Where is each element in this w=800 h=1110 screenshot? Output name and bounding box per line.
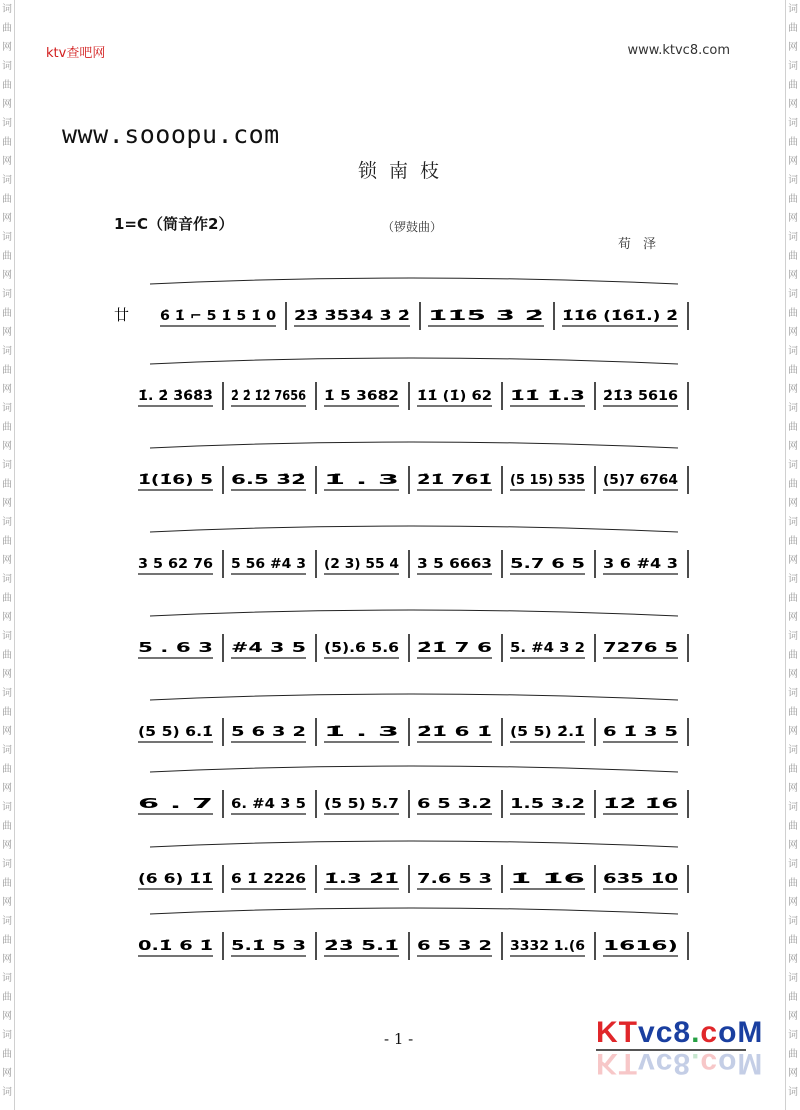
side-glyph: 网 [788, 669, 798, 680]
side-glyph: 词 [788, 403, 798, 414]
measure-text: 1̇(1̇6) 5 [138, 473, 213, 488]
measure-text: 6 . 7 [138, 797, 213, 812]
slur-line [150, 908, 678, 914]
logo-letter: c [655, 1016, 674, 1049]
side-glyph: 词 [2, 4, 12, 15]
side-glyph: 曲 [2, 194, 12, 205]
side-glyph: 词 [2, 1030, 12, 1041]
slur-line [150, 526, 678, 532]
side-glyph: 曲 [2, 650, 12, 661]
slur-line [150, 766, 678, 772]
side-glyph: 网 [788, 954, 798, 965]
measure-text: #4 3 5 [231, 641, 306, 656]
side-glyph: 曲 [788, 992, 798, 1003]
measure-text: 5 6 3 2 [231, 725, 306, 740]
side-glyph: 曲 [788, 707, 798, 718]
side-glyph: 网 [788, 327, 798, 338]
side-glyph: 词 [788, 1030, 798, 1041]
side-glyph: 词 [2, 175, 12, 186]
slur-line [150, 278, 678, 284]
side-glyph: 词 [788, 973, 798, 984]
notation-row [138, 442, 688, 494]
style-note: （锣鼓曲） [382, 220, 443, 234]
side-glyph: 曲 [2, 593, 12, 604]
side-glyph: 曲 [788, 479, 798, 490]
side-glyph: 曲 [788, 422, 798, 433]
measure-text: 5.7 6 5 [510, 557, 585, 572]
measure-text: 1̇1̇ 1̇.3 [510, 389, 585, 404]
side-glyph: 词 [788, 232, 798, 243]
logo-letter: M [737, 1047, 764, 1080]
logo-letter: K [596, 1047, 619, 1080]
side-glyph: 网 [788, 1011, 798, 1022]
side-glyph: 网 [788, 441, 798, 452]
measure-text: 6 5 3.2 [417, 797, 492, 812]
side-glyph: 网 [788, 213, 798, 224]
side-glyph: 曲 [2, 821, 12, 832]
side-glyph: 曲 [2, 23, 12, 34]
side-glyph: 曲 [2, 992, 12, 1003]
side-glyph: 曲 [788, 878, 798, 889]
side-glyph: 网 [788, 897, 798, 908]
measure-text: 6 5 3 2 [417, 939, 492, 954]
measure-text: 1616) [603, 939, 678, 954]
logo-letter: c [700, 1016, 719, 1049]
measure-text: (5)7 6764 [603, 473, 678, 488]
logo-letter: c [700, 1047, 719, 1080]
logo-letter: c [655, 1047, 674, 1080]
side-glyph: 词 [2, 745, 12, 756]
side-glyph: 曲 [788, 536, 798, 547]
side-glyph: 词 [788, 175, 798, 186]
side-glyph: 网 [788, 840, 798, 851]
measure-text: 7.6 5 3 [417, 872, 492, 887]
measure-text: 1̇1̇ (1̇) 62 [417, 389, 492, 404]
site-name-link[interactable]: ktv查吧网 [46, 46, 106, 61]
side-glyph: 网 [2, 1011, 12, 1022]
page-number: - 1 - [384, 1030, 414, 1048]
side-glyph: 网 [2, 669, 12, 680]
side-glyph: 曲 [788, 935, 798, 946]
logo-letter: M [737, 1016, 764, 1049]
logo-letter: T [618, 1016, 638, 1049]
side-glyph: 词 [2, 460, 12, 471]
side-glyph: 曲 [2, 764, 12, 775]
side-glyph: 词 [788, 61, 798, 72]
side-glyph: 网 [2, 327, 12, 338]
side-glyph: 词 [2, 118, 12, 129]
side-glyph: 网 [2, 270, 12, 281]
side-glyph: 曲 [788, 23, 798, 34]
measure-text: 2̇1̇ 761̇ [417, 473, 492, 488]
side-glyph: 网 [2, 783, 12, 794]
measure-text: (5 15) 535 [510, 473, 585, 488]
side-glyph: 网 [2, 99, 12, 110]
measure-text: 1̇. 2̇ 3̇6̇8̇3̇ [138, 389, 213, 404]
measure-text: 6 1̇ 2226 [231, 872, 306, 887]
logo-letter: K [596, 1016, 619, 1049]
side-glyph: 词 [2, 289, 12, 300]
measure-text: 5.1̇ 5 3 [231, 939, 306, 954]
slur-line [150, 610, 678, 616]
side-glyph: 词 [788, 916, 798, 927]
side-glyph: 曲 [788, 251, 798, 262]
slur-line [150, 442, 678, 448]
measure-text: 6.5 3̇2̇ [231, 473, 306, 488]
side-glyph: 词 [788, 859, 798, 870]
notation-row [114, 278, 688, 330]
measure-text: 3 6 #4 3 [603, 557, 678, 572]
side-glyph: 词 [2, 631, 12, 642]
side-glyph: 词 [2, 973, 12, 984]
measure-text: (2 3) 55 4 [324, 557, 399, 572]
side-glyph: 词 [2, 688, 12, 699]
side-glyph: 词 [2, 1087, 12, 1098]
side-glyph: 曲 [2, 878, 12, 889]
measure-text: 6̇ 1̇ ⌐ 5 1̇ 5 1̇ 0 [160, 309, 276, 324]
side-glyph: 词 [788, 688, 798, 699]
row-prefix: 廿 [114, 306, 130, 324]
notation-row [138, 526, 688, 578]
logo-letter: o [718, 1016, 738, 1049]
side-glyph: 曲 [2, 308, 12, 319]
notation-row [138, 908, 688, 960]
side-glyph: 网 [2, 954, 12, 965]
measure-text: 3332 1.(6 [510, 939, 585, 954]
side-glyph: 词 [2, 859, 12, 870]
measure-text: 1̇1̇5̇ 3̇ 2̇ [428, 309, 544, 324]
side-glyph: 网 [2, 213, 12, 224]
side-glyph: 词 [788, 574, 798, 585]
measure-text: (5 5) 6.1̇ [138, 725, 213, 740]
measure-text: 6 1̇ 3 5 [603, 725, 678, 740]
logo-letter: T [618, 1047, 638, 1080]
side-glyph: 曲 [788, 308, 798, 319]
measure-text: 1̇ 1̇6 [510, 872, 585, 887]
side-glyph: 词 [788, 802, 798, 813]
side-glyph: 曲 [788, 1049, 798, 1060]
side-glyph: 曲 [788, 137, 798, 148]
measure-text: 2̇3̇ 5.1̇ [324, 939, 399, 954]
measure-text: 1̇ 5 3682 [324, 389, 399, 404]
side-glyph: 网 [2, 726, 12, 737]
side-glyph: 曲 [2, 536, 12, 547]
measure-text: 6. #4 3 5 [231, 797, 306, 812]
side-glyph: 词 [788, 118, 798, 129]
logo-letter: . [691, 1016, 701, 1049]
side-glyph: 词 [788, 745, 798, 756]
measure-text: 1̇2̇ 1̇6 [603, 797, 678, 812]
measure-text: 5. #4 3 2 [510, 641, 585, 656]
side-glyph: 网 [2, 441, 12, 452]
slur-line [150, 358, 678, 364]
side-glyph: 词 [788, 289, 798, 300]
side-glyph: 词 [788, 631, 798, 642]
side-glyph: 曲 [2, 707, 12, 718]
side-glyph: 网 [2, 897, 12, 908]
notation-row [138, 766, 688, 818]
side-glyph: 词 [788, 517, 798, 528]
measure-text: 3 5 6663 [417, 557, 492, 572]
side-glyph: 网 [788, 384, 798, 395]
measure-text: 7276 5 [603, 641, 678, 656]
notation-row [138, 694, 688, 746]
side-glyph: 词 [2, 232, 12, 243]
side-glyph: 网 [788, 783, 798, 794]
measure-text: 5 . 6 3 [138, 641, 213, 656]
side-glyph: 网 [788, 555, 798, 566]
side-glyph: 曲 [2, 935, 12, 946]
side-glyph: 曲 [788, 650, 798, 661]
logo-letter: v [638, 1016, 656, 1049]
logo-reflection [596, 1046, 763, 1080]
side-glyph: 曲 [788, 821, 798, 832]
side-glyph: 词 [2, 61, 12, 72]
side-glyph: 网 [2, 156, 12, 167]
measure-text: 2̇3̇ 3̇5̇3̇4̇ 3̇ 2̇ [294, 309, 410, 324]
measure-text: 2̇ 2̇ 1̇2̇ 7656 [231, 389, 306, 404]
slur-line [150, 841, 678, 847]
side-glyph: 网 [2, 42, 12, 53]
side-glyph: 网 [2, 498, 12, 509]
logo-text [596, 1016, 763, 1050]
site-url-link[interactable]: www.ktvc8.com [627, 43, 730, 58]
measure-text: (5 5) 2̇.1̇ [510, 725, 585, 740]
measure-text: 1̇.3 2̇1̇ [324, 872, 399, 887]
measure-text: (5 5) 5.7 [324, 797, 399, 812]
side-glyph: 词 [788, 1087, 798, 1098]
side-glyph: 词 [2, 916, 12, 927]
side-glyph: 曲 [788, 593, 798, 604]
measure-text: 635 1̇0 [603, 872, 678, 887]
song-title: 锁南枝 [358, 160, 452, 182]
side-glyph: 词 [2, 802, 12, 813]
side-glyph: 网 [788, 726, 798, 737]
notation-row [138, 841, 688, 893]
side-glyph: 曲 [2, 80, 12, 91]
measure-text: 1̇1̇6̇ (1̇6̇1̇.) 2̇ [562, 309, 678, 324]
side-glyph: 曲 [2, 251, 12, 262]
measure-text: 1̇ . 3 [324, 725, 399, 740]
side-glyph: 网 [788, 270, 798, 281]
side-glyph: 曲 [788, 764, 798, 775]
side-glyph: 词 [2, 403, 12, 414]
logo-letter: v [638, 1047, 656, 1080]
measure-text: 3 5 62 76 [138, 557, 213, 572]
side-glyph: 网 [2, 1068, 12, 1079]
measure-text: (5).6 5.6 [324, 641, 399, 656]
measure-text: 1̇ . 3 [324, 473, 399, 488]
side-glyph: 曲 [788, 194, 798, 205]
side-glyph: 曲 [2, 137, 12, 148]
side-glyph: 曲 [2, 479, 12, 490]
side-glyph: 词 [2, 574, 12, 585]
side-glyph: 词 [788, 4, 798, 15]
side-glyph: 网 [788, 612, 798, 623]
sooopu-url: www.sooopu.com [62, 120, 280, 149]
measure-text: 2̇1̇3 5616 [603, 389, 678, 404]
side-glyph: 网 [788, 1068, 798, 1079]
measure-text: (6 6) 1̇1̇ [138, 872, 213, 887]
side-glyph: 曲 [2, 422, 12, 433]
side-glyph: 词 [2, 517, 12, 528]
side-glyph: 词 [788, 346, 798, 357]
logo-letter: 8 [673, 1047, 692, 1080]
side-glyph: 网 [2, 840, 12, 851]
slur-line [150, 694, 678, 700]
notation-row [138, 358, 688, 410]
logo-letter: . [691, 1047, 701, 1080]
side-glyph: 曲 [2, 365, 12, 376]
side-glyph: 曲 [2, 1049, 12, 1060]
notation-row [138, 610, 688, 662]
side-glyph: 网 [788, 156, 798, 167]
measure-text: 1.5 3.2 [510, 797, 585, 812]
side-glyph: 曲 [788, 80, 798, 91]
measure-text: 5 56 #4 3 [231, 557, 306, 572]
side-glyph: 网 [2, 555, 12, 566]
measure-text: 2̇1̇ 7 6 [417, 641, 492, 656]
side-glyph: 网 [2, 384, 12, 395]
logo-letter: o [718, 1047, 738, 1080]
measure-text: 0.1̇ 6 1̇ [138, 939, 213, 954]
composer: 荀泽 [618, 237, 669, 252]
logo-letter: 8 [673, 1016, 692, 1049]
side-glyph: 网 [788, 42, 798, 53]
side-glyph: 曲 [788, 365, 798, 376]
key-signature: 1=C（筒音作2） [114, 215, 234, 233]
ktvc8-logo[interactable] [596, 1016, 764, 1080]
side-glyph: 网 [2, 612, 12, 623]
side-glyph: 网 [788, 99, 798, 110]
side-glyph: 词 [788, 460, 798, 471]
side-glyph: 词 [2, 346, 12, 357]
measure-text: 2̇1̇ 6 1̇ [417, 725, 492, 740]
side-glyph: 网 [788, 498, 798, 509]
